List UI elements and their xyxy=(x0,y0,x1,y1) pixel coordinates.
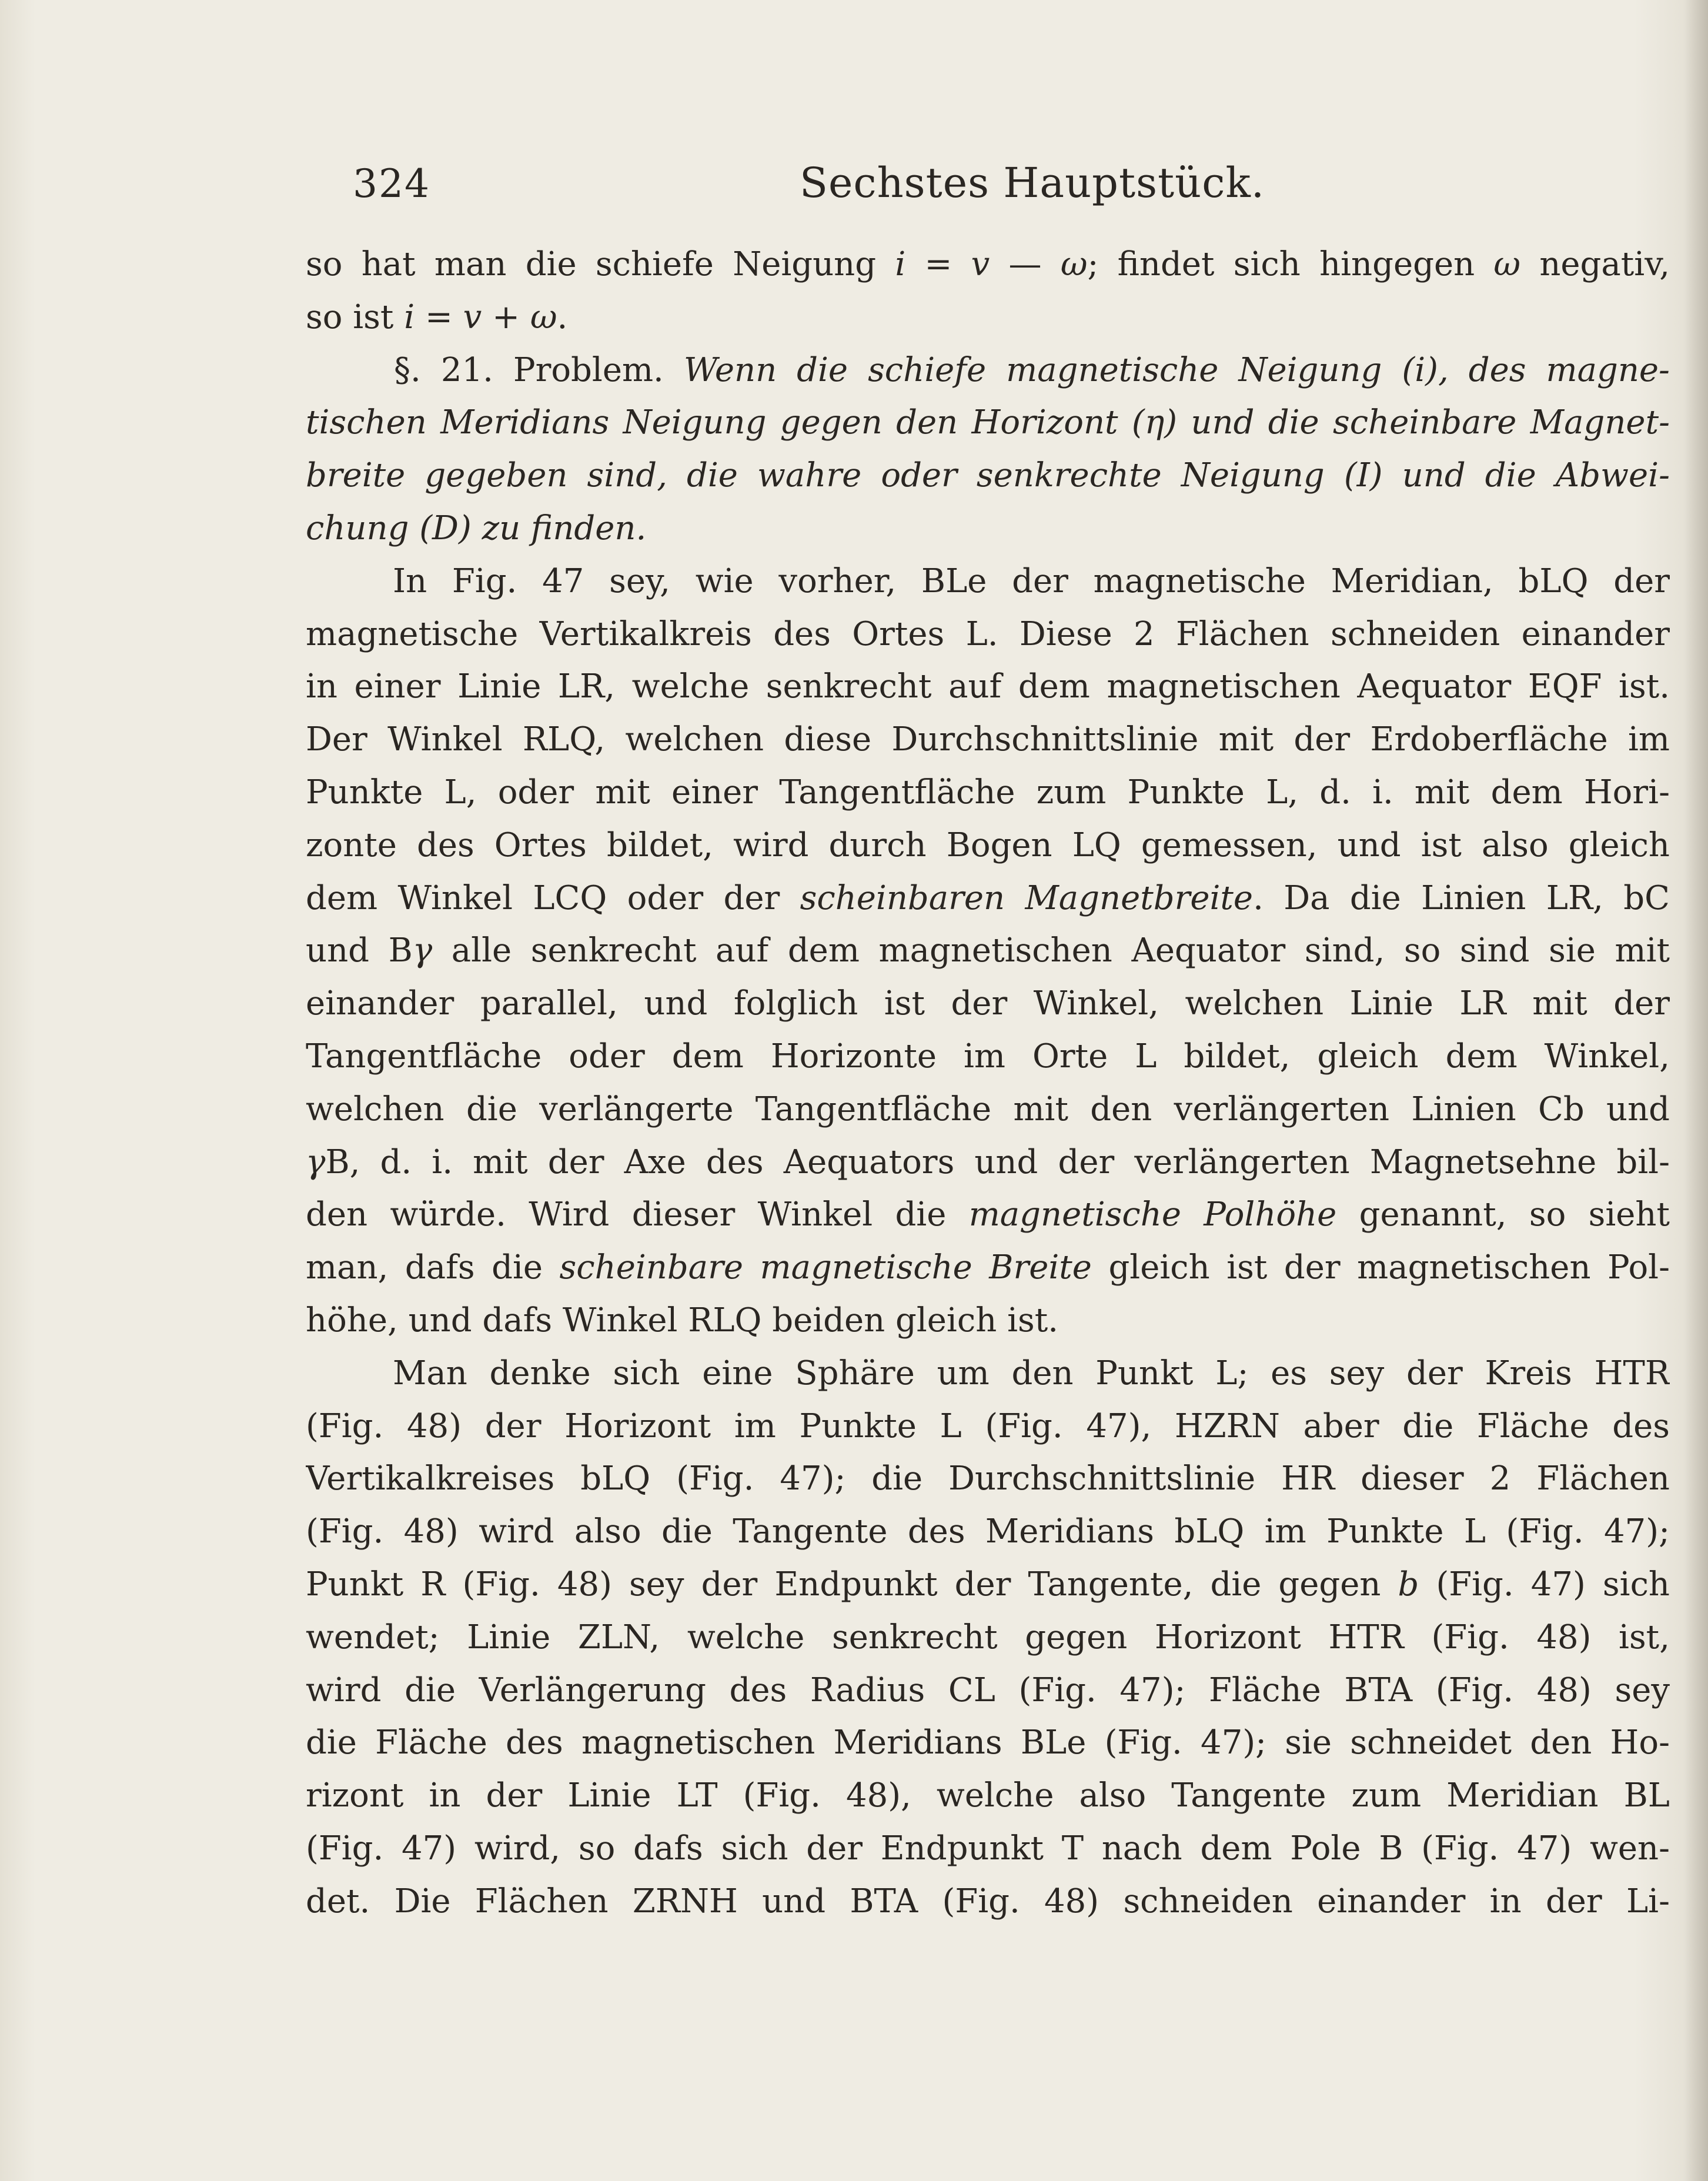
text-line xyxy=(306,1875,1670,1928)
text-line xyxy=(306,555,1670,608)
text-segment: (Fig. 47) sich xyxy=(1419,1565,1670,1604)
text-segment: negativ, xyxy=(1520,245,1670,283)
text-line xyxy=(306,1294,1670,1347)
page-header xyxy=(306,153,1658,212)
italic-text-segment: v xyxy=(463,298,482,336)
text-line xyxy=(306,1188,1670,1241)
text-line xyxy=(306,1030,1670,1083)
text-segment: + xyxy=(482,298,530,336)
text-segment: ; findet sich hingegen xyxy=(1087,245,1494,283)
text-line xyxy=(306,660,1670,713)
text-segment: welchen die verlängerte Tangentfläche mit den verlängerten Linien Cb und xyxy=(306,1090,1670,1128)
text-line xyxy=(306,766,1670,819)
text-segment: magnetische Vertikalkreis des Ortes L. Diese 2 Flächen schneiden einander xyxy=(306,614,1670,653)
italic-text-segment: chung (D) zu finden. xyxy=(306,509,647,547)
text-line xyxy=(306,977,1670,1030)
text-segment: gleich ist der magnetischen Pol- xyxy=(1091,1248,1670,1287)
text-segment: — xyxy=(990,245,1061,283)
text-line xyxy=(306,872,1670,925)
italic-text-segment: tischen Meridians Neigung gegen den Horizont (η) und die scheinbare Magnet- xyxy=(306,403,1670,442)
text-segment: In Fig. 47 sey, wie vorher, BLe der magnetische Meridian, bLQ der xyxy=(393,562,1670,600)
text-line xyxy=(306,819,1670,872)
text-segment: rizont in der Linie LT (Fig. 48), welche also Tangente zum Meridian BL xyxy=(306,1776,1670,1815)
text-segment: (Fig. 47) wird, so dafs sich der Endpunkt T nach dem Pole B (Fig. 47) wen- xyxy=(306,1829,1670,1868)
text-line xyxy=(306,713,1670,766)
text-segment: Der Winkel RLQ, welchen diese Durchschnittslinie mit der Erdoberfläche im xyxy=(306,720,1670,759)
text-segment: man, dafs die xyxy=(306,1248,560,1287)
text-segment: zonte des Ortes bildet, wird durch Bogen LQ gemessen, und ist also gleich xyxy=(306,826,1670,864)
page-number: 324 xyxy=(353,161,430,206)
italic-text-segment: scheinbare magnetische Breite xyxy=(559,1248,1092,1287)
text-segment: wird die Verlängerung des Radius CL (Fig. 47); Fläche BTA (Fig. 48) sey xyxy=(306,1671,1670,1709)
italic-text-segment: i xyxy=(404,298,415,336)
text-line xyxy=(306,924,1670,977)
text-line xyxy=(306,396,1670,449)
text-line xyxy=(306,1505,1670,1558)
text-segment: so ist xyxy=(306,298,405,336)
text-segment: dem Winkel LCQ oder der xyxy=(306,879,800,917)
italic-text-segment: scheinbaren Magnetbreite xyxy=(800,879,1254,917)
text-segment: Tangentfläche oder dem Horizonte im Orte L bildet, gleich dem Winkel, xyxy=(306,1037,1670,1076)
text-line xyxy=(306,1611,1670,1664)
text-line xyxy=(306,1241,1670,1294)
text-line xyxy=(306,1347,1670,1400)
text-line xyxy=(306,1083,1670,1136)
text-segment: und B xyxy=(306,931,413,970)
text-segment: §. 21. Problem. xyxy=(394,350,684,389)
text-line xyxy=(306,449,1670,502)
page-edge-shadow xyxy=(1684,0,1708,2181)
text-segment: (Fig. 48) der Horizont im Punkte L (Fig. 47), HZRN aber die Fläche des xyxy=(306,1407,1670,1445)
text-segment: Punkte L, oder mit einer Tangentfläche zum Punkte L, d. i. mit dem Hori- xyxy=(306,773,1670,811)
text-line xyxy=(306,1452,1670,1505)
text-segment: . xyxy=(557,298,568,336)
text-segment: so hat man die schiefe Neigung xyxy=(306,245,895,283)
text-line xyxy=(306,291,1670,344)
text-segment: = xyxy=(415,298,463,336)
text-segment: in einer Linie LR, welche senkrecht auf dem magnetischen Aequator EQF ist. xyxy=(306,667,1670,706)
text-segment: einander parallel, und folglich ist der Winkel, welchen Linie LR mit der xyxy=(306,984,1670,1023)
text-segment: genannt, so sieht xyxy=(1336,1195,1670,1234)
text-line xyxy=(306,1716,1670,1769)
text-line xyxy=(306,344,1670,397)
text-segment: B, d. i. mit der Axe des Aequators und der verlängerten Magnetsehne bil- xyxy=(325,1143,1670,1181)
text-segment: alle senkrecht auf dem magnetischen Aequator sind, so sind sie mit xyxy=(432,931,1670,970)
running-head: Sechstes Hauptstück. xyxy=(800,159,1265,207)
text-line xyxy=(306,1400,1670,1453)
italic-text-segment: γ xyxy=(306,1143,326,1181)
text-line xyxy=(306,238,1670,291)
text-segment: Man denke sich eine Sphäre um den Punkt L; es sey der Kreis HTR xyxy=(393,1354,1670,1392)
text-line xyxy=(306,502,1670,555)
text-line xyxy=(306,608,1670,661)
italic-text-segment: v xyxy=(971,245,990,283)
text-segment: höhe, und dafs Winkel RLQ beiden gleich ist. xyxy=(306,1301,1059,1340)
italic-text-segment: ω xyxy=(1060,245,1088,283)
text-segment: Punkt R (Fig. 48) sey der Endpunkt der Tangente, die gegen xyxy=(306,1565,1398,1604)
text-segment: . Da die Linien LR, bC xyxy=(1253,879,1670,917)
italic-text-segment: ω xyxy=(530,298,557,336)
italic-text-segment: ω xyxy=(1493,245,1521,283)
italic-text-segment: magnetische Polhöhe xyxy=(968,1195,1337,1234)
text-line xyxy=(306,1558,1670,1611)
italic-text-segment: b xyxy=(1398,1565,1419,1604)
text-segment: wendet; Linie ZLN, welche senkrecht gegen Horizont HTR (Fig. 48) ist, xyxy=(306,1618,1670,1656)
text-segment: = xyxy=(905,245,971,283)
body-text xyxy=(306,238,1670,1928)
text-line xyxy=(306,1664,1670,1717)
text-segment: det. Die Flächen ZRNH und BTA (Fig. 48) schneiden einander in der Li- xyxy=(306,1882,1670,1921)
text-segment: Vertikalkreises bLQ (Fig. 47); die Durchschnittslinie HR dieser 2 Flächen xyxy=(306,1459,1670,1498)
text-line xyxy=(306,1136,1670,1189)
italic-text-segment: breite gegeben sind, die wahre oder senkrechte Neigung (I) und die Abwei- xyxy=(306,456,1670,495)
text-line xyxy=(306,1822,1670,1875)
text-segment: (Fig. 48) wird also die Tangente des Meridians bLQ im Punkte L (Fig. 47); xyxy=(306,1512,1670,1551)
text-segment: den würde. Wird dieser Winkel die xyxy=(306,1195,969,1234)
italic-text-segment: i xyxy=(895,245,906,283)
text-segment: die Fläche des magnetischen Meridians BLe (Fig. 47); sie schneidet den Ho- xyxy=(306,1724,1670,1762)
text-line xyxy=(306,1769,1670,1822)
italic-text-segment: Wenn die schiefe magnetische Neigung (i), des magne- xyxy=(683,350,1670,389)
italic-text-segment: γ xyxy=(412,931,433,970)
